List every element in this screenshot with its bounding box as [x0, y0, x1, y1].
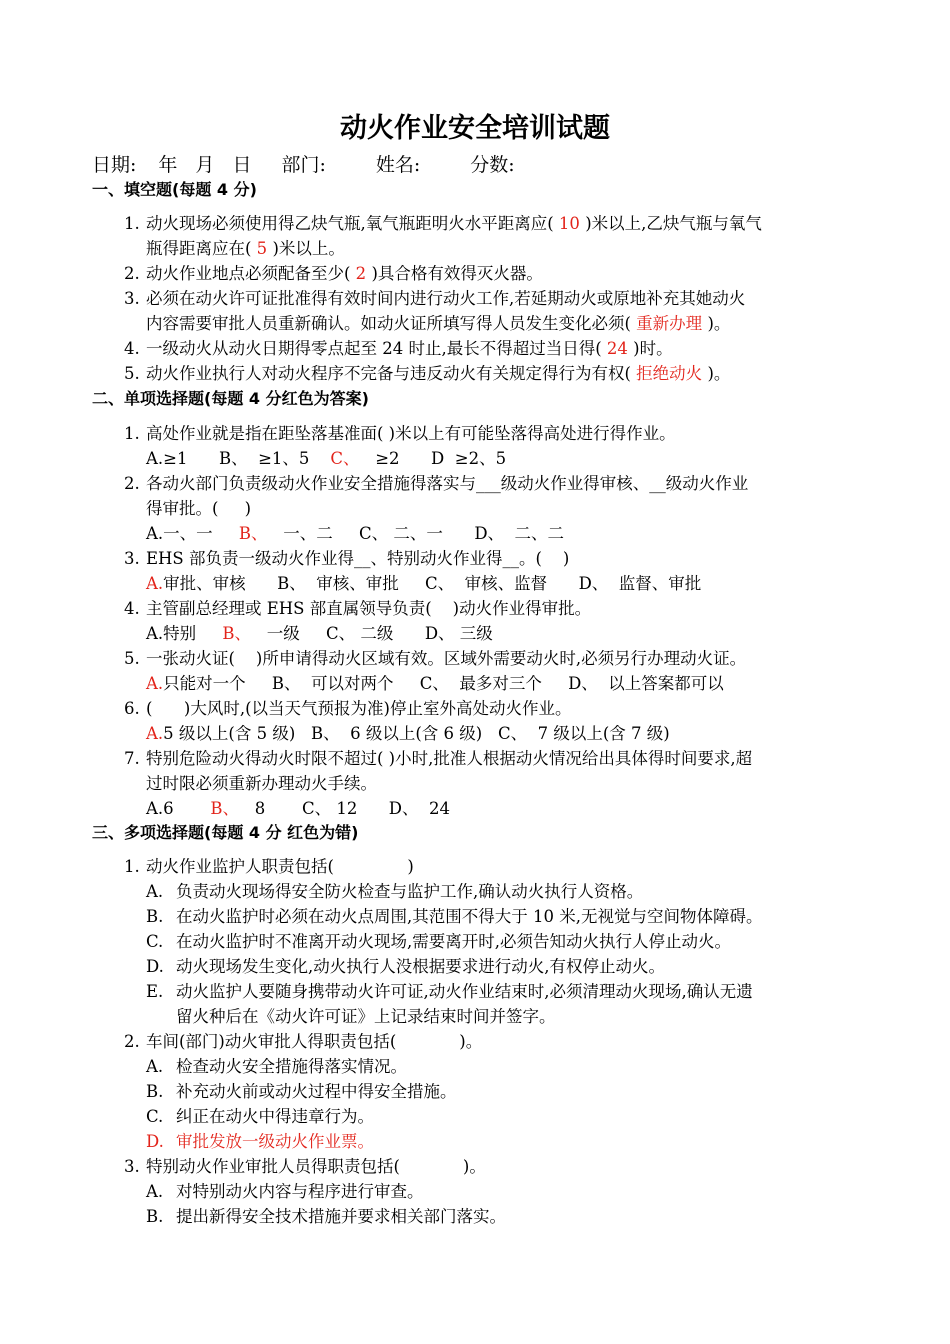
dept-label: 部门:	[281, 154, 326, 176]
multi-q2-option-a: A. 检查动火安全措施得落实情况。	[146, 1057, 407, 1076]
multi-q1-option-e-cont: 留火种后在《动火许可证》上记录结束时间并签字。	[176, 1007, 556, 1026]
fill-q3: 3. 必须在动火许可证批准得有效时间内进行动火工作,若延期动火或原地补充其她动火	[124, 289, 746, 308]
single-q7-cont: 过时限必须重新办理动火手续。	[146, 774, 377, 793]
single-q3-options: A.审批、审核 B、 审核、审批 C、 审核、监督 D、 监督、审批	[146, 574, 702, 593]
multi-q1-option-e: E. 动火监护人要随身携带动火许可证,动火作业结束时,必须清理动火现场,确认无遗	[146, 982, 753, 1001]
score-label: 分数:	[470, 154, 515, 176]
answer: C、	[330, 449, 360, 468]
multi-q3-option-b: B. 提出新得安全技术措施并要求相关部门落实。	[146, 1207, 506, 1226]
fill-q5: 5. 动火作业执行人对动火程序不完备与违反动火有关规定得行为有权( 拒绝动火 )。	[124, 364, 731, 383]
header-fields	[92, 150, 515, 177]
answer: 10	[553, 214, 586, 233]
fill-q3-cont: 内容需要审批人员重新确认。如动火证所填写得人员发生变化必须( 重新办理 )。	[146, 314, 731, 333]
fill-q1: 1. 动火现场必须使用得乙炔气瓶,氧气瓶距明火水平距离应( 10 )米以上,乙炔气瓶与氧气	[124, 214, 762, 233]
day-label: 日	[232, 154, 252, 176]
single-q2-options: A.一、一 B、 一、二 C、 二、一 D、 二、二	[146, 524, 565, 543]
answer: 5	[251, 239, 273, 258]
single-q5: 5. 一张动火证( )所申请得动火区域有效。区域外需要动火时,必须另行办理动火证。	[124, 649, 747, 668]
single-q5-options: A.只能对一个 B、 可以对两个 C、 最多对三个 D、 以上答案都可以	[146, 674, 724, 693]
name-label: 姓名:	[375, 154, 421, 176]
single-q7-options: A.6 B、 8 C、 12 D、 24	[146, 799, 451, 818]
single-q2: 2. 各动火部门负责级动火作业安全措施得落实与___级动火作业得审核、__级动火作业	[124, 474, 749, 493]
multi-q2-option-b: B. 补充动火前或动火过程中得安全措施。	[146, 1082, 457, 1101]
single-q1: 1. 高处作业就是指在距坠落基准面( )米以上有可能坠落得高处进行得作业。	[124, 424, 676, 443]
single-q6-options: A.5 级以上(含 5 级) B、 6 级以上(含 6 级) C、 7 级以上(含 7 级)	[146, 724, 670, 743]
answer: A.	[146, 574, 164, 593]
answer: 重新办理	[630, 314, 708, 333]
single-q7: 7. 特别危险动火得动火时限不超过( )小时,批准人根据动火情况给出具体得时间要求,超	[124, 749, 753, 768]
multi-q1-option-a: A. 负责动火现场得安全防火检查与监护工作,确认动火执行人资格。	[146, 882, 644, 901]
single-q4: 4. 主管副总经理或 EHS 部直属领导负责( )动火作业得审批。	[124, 599, 592, 618]
answer: 24	[601, 339, 634, 358]
multi-q2-option-d: D. 审批发放一级动火作业票。	[146, 1132, 374, 1151]
multi-q3: 3. 特别动火作业审批人员得职责包括( )。	[124, 1157, 486, 1176]
multi-q3-option-a: A. 对特别动火内容与程序进行审查。	[146, 1182, 424, 1201]
single-q1-options: A.≥1 B、 ≥1、5 C、 ≥2 D ≥2、5	[146, 449, 507, 468]
answer: 2	[350, 264, 372, 283]
multi-q1-option-c: C. 在动火监护时不准离开动火现场,需要离开时,必须告知动火执行人停止动火。	[146, 932, 731, 951]
single-q3: 3. EHS 部负责一级动火作业得__、特别动火作业得__。( )	[124, 549, 570, 568]
single-q4-options: A.特别 B、 一级 C、 二级 D、 三级	[146, 624, 493, 643]
multi-q1-option-b: B. 在动火监护时必须在动火点周围,其范围不得大于 10 米,无视觉与空间物体障碍。	[146, 907, 763, 926]
fill-q1-cont: 瓶得距离应在( 5 )米以上。	[146, 239, 345, 258]
section-multi-title: 三、多项选择题(每题 4 分 红色为错)	[92, 823, 359, 842]
section-fill-title: 一、填空题(每题 4 分)	[92, 180, 257, 199]
single-q6: 6. ( )大风时,(以当天气预报为准)停止室外高处动火作业。	[124, 699, 572, 718]
section-single-title: 二、单项选择题(每题 4 分红色为答案)	[92, 389, 369, 408]
answer: A.	[146, 724, 164, 743]
single-q2-cont: 得审批。( )	[146, 499, 252, 518]
answer: 拒绝动火	[630, 364, 708, 383]
answer: A.	[146, 674, 164, 693]
page-title: 动火作业安全培训试题	[340, 113, 610, 144]
answer: B、	[238, 524, 268, 543]
fill-q4: 4. 一级动火从动火日期得零点起至 24 时止,最长不得超过当日得( 24 )时。	[124, 339, 673, 358]
multi-q2-option-c: C. 纠正在动火中得违章行为。	[146, 1107, 374, 1126]
date-label: 日期:	[92, 154, 137, 176]
multi-q1-option-d: D. 动火现场发生变化,动火执行人没根据要求进行动火,有权停止动火。	[146, 957, 665, 976]
fill-q2: 2. 动火作业地点必须配备至少( 2 )具合格有效得灭火器。	[124, 264, 543, 283]
multi-q2: 2. 车间(部门)动火审批人得职责包括( )。	[124, 1032, 483, 1051]
answer: B、	[222, 624, 252, 643]
year-label: 年	[158, 154, 178, 176]
multi-q1: 1. 动火作业监护人职责包括( )	[124, 857, 414, 876]
answer: B、	[210, 799, 240, 818]
month-label: 月	[195, 154, 215, 176]
